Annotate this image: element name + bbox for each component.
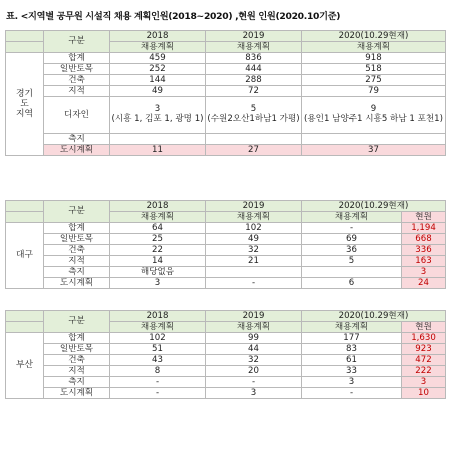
sub-header-plan-2019: 채용계획 — [206, 322, 302, 333]
value-cell: 288 — [206, 75, 302, 86]
value-cell: 3 — [206, 388, 302, 399]
row-label: 도시계획 — [44, 145, 110, 156]
current-cell: 3 — [402, 377, 446, 388]
value-cell: 83 — [302, 344, 402, 355]
year-header-2020: 2020(10.29현재) — [302, 31, 446, 42]
row-label: 일반토목 — [44, 64, 110, 75]
value-cell: 21 — [206, 256, 302, 267]
value-cell — [206, 267, 302, 278]
daegu-table — [5, 200, 446, 289]
value-cell: 14 — [110, 256, 206, 267]
value-cell: - — [110, 388, 206, 399]
value-cell: 252 — [110, 64, 206, 75]
value-cell: 64 — [110, 223, 206, 234]
value-cell: 5 — [302, 256, 402, 267]
sub-header-plan-2019: 채용계획 — [206, 42, 302, 53]
row-label: 지적 — [44, 256, 110, 267]
row-label: 디자인 — [44, 97, 110, 134]
region-text: 경기 도 지역 — [16, 88, 33, 120]
value-cell: 3 — [302, 377, 402, 388]
current-cell: 472 — [402, 355, 446, 366]
value-cell: 11 — [110, 145, 206, 156]
value-cell: - — [302, 388, 402, 399]
value-cell: 918 — [302, 53, 446, 64]
row-label: 일반토목 — [44, 234, 110, 245]
region-label-gyeonggi — [6, 53, 44, 156]
row-label: 건축 — [44, 355, 110, 366]
header-blank-cell — [6, 201, 44, 212]
value-cell: 3 — [110, 278, 206, 289]
category-header: 구분 — [44, 31, 110, 53]
document-title: 표. <지역별 공무원 시설직 채용 계획인원(2018~2020) ,현원 인원(2020.10기준) — [6, 11, 341, 22]
value-cell — [206, 97, 302, 134]
value-cell: 해당없음 — [110, 267, 206, 278]
value-cell: 61 — [302, 355, 402, 366]
region-label-daegu: 대구 — [6, 223, 44, 289]
value-cell: 177 — [302, 333, 402, 344]
design-2020-text: 9 (용인1 남양주1 시흥5 하남 1 포천1) — [303, 104, 444, 124]
value-cell: 79 — [302, 86, 446, 97]
row-label: 측지 — [44, 267, 110, 278]
busan-table — [5, 310, 446, 399]
current-cell: 668 — [402, 234, 446, 245]
current-cell: 1,630 — [402, 333, 446, 344]
header-blank-cell — [6, 322, 44, 333]
year-header-2019: 2019 — [206, 311, 302, 322]
value-cell: 102 — [110, 333, 206, 344]
sub-header-plan-2020: 채용계획 — [302, 42, 446, 53]
year-header-2018: 2018 — [110, 31, 206, 42]
value-cell — [302, 267, 402, 278]
row-label: 합계 — [44, 333, 110, 344]
sub-header-plan-2018: 채용계획 — [110, 322, 206, 333]
year-header-2018: 2018 — [110, 201, 206, 212]
value-cell — [302, 97, 446, 134]
value-cell — [302, 134, 446, 145]
value-cell: 51 — [110, 344, 206, 355]
row-label: 합계 — [44, 53, 110, 64]
row-label: 지적 — [44, 86, 110, 97]
header-blank-cell — [6, 212, 44, 223]
sub-header-current: 현원 — [402, 322, 446, 333]
sub-header-plan-2018: 채용계획 — [110, 42, 206, 53]
sub-header-current: 현원 — [402, 212, 446, 223]
value-cell: 33 — [302, 366, 402, 377]
value-cell: 32 — [206, 245, 302, 256]
value-cell: 6 — [302, 278, 402, 289]
row-label: 도시계획 — [44, 278, 110, 289]
year-header-2018: 2018 — [110, 311, 206, 322]
header-blank-cell — [6, 42, 44, 53]
row-label: 측지 — [44, 377, 110, 388]
row-label: 건축 — [44, 245, 110, 256]
region-label-busan: 부산 — [6, 333, 44, 399]
current-cell: 923 — [402, 344, 446, 355]
row-label: 일반토목 — [44, 344, 110, 355]
value-cell: 37 — [302, 145, 446, 156]
value-cell: 36 — [302, 245, 402, 256]
value-cell: 444 — [206, 64, 302, 75]
current-cell: 10 — [402, 388, 446, 399]
year-header-2020: 2020(10.29현재) — [302, 311, 446, 322]
current-cell: 222 — [402, 366, 446, 377]
value-cell: 836 — [206, 53, 302, 64]
value-cell: 459 — [110, 53, 206, 64]
value-cell: 518 — [302, 64, 446, 75]
category-header: 구분 — [44, 201, 110, 223]
value-cell: 72 — [206, 86, 302, 97]
row-label: 측지 — [44, 134, 110, 145]
value-cell — [206, 134, 302, 145]
row-label: 합계 — [44, 223, 110, 234]
year-header-2019: 2019 — [206, 201, 302, 212]
gyeonggi-table — [5, 30, 446, 156]
value-cell: 102 — [206, 223, 302, 234]
value-cell: 25 — [110, 234, 206, 245]
value-cell: - — [110, 377, 206, 388]
value-cell: 27 — [206, 145, 302, 156]
category-header: 구분 — [44, 311, 110, 333]
sub-header-plan-2020: 채용계획 — [302, 322, 402, 333]
value-cell: 144 — [110, 75, 206, 86]
value-cell: 99 — [206, 333, 302, 344]
current-cell: 1,194 — [402, 223, 446, 234]
row-label: 건축 — [44, 75, 110, 86]
value-cell: - — [206, 278, 302, 289]
value-cell: 49 — [206, 234, 302, 245]
header-blank-cell — [6, 31, 44, 42]
value-cell: - — [302, 223, 402, 234]
value-cell: 49 — [110, 86, 206, 97]
value-cell: 32 — [206, 355, 302, 366]
row-label: 지적 — [44, 366, 110, 377]
value-cell: 20 — [206, 366, 302, 377]
year-header-2019: 2019 — [206, 31, 302, 42]
design-2019-text: 5 (수원2오산1하남1 가평) — [207, 104, 300, 124]
header-blank-cell — [6, 311, 44, 322]
sub-header-plan-2018: 채용계획 — [110, 212, 206, 223]
value-cell: - — [206, 377, 302, 388]
current-cell: 24 — [402, 278, 446, 289]
year-header-2020: 2020(10.29현재) — [302, 201, 446, 212]
sub-header-plan-2020: 채용계획 — [302, 212, 402, 223]
value-cell: 8 — [110, 366, 206, 377]
row-label: 도시계획 — [44, 388, 110, 399]
value-cell: 275 — [302, 75, 446, 86]
sub-header-plan-2019: 채용계획 — [206, 212, 302, 223]
current-cell: 163 — [402, 256, 446, 267]
value-cell — [110, 134, 206, 145]
value-cell — [110, 97, 206, 134]
value-cell: 22 — [110, 245, 206, 256]
value-cell: 43 — [110, 355, 206, 366]
current-cell: 3 — [402, 267, 446, 278]
value-cell: 69 — [302, 234, 402, 245]
current-cell: 336 — [402, 245, 446, 256]
value-cell: 44 — [206, 344, 302, 355]
design-2018-text: 3 (시흥 1, 김포 1, 광명 1) — [111, 104, 204, 124]
